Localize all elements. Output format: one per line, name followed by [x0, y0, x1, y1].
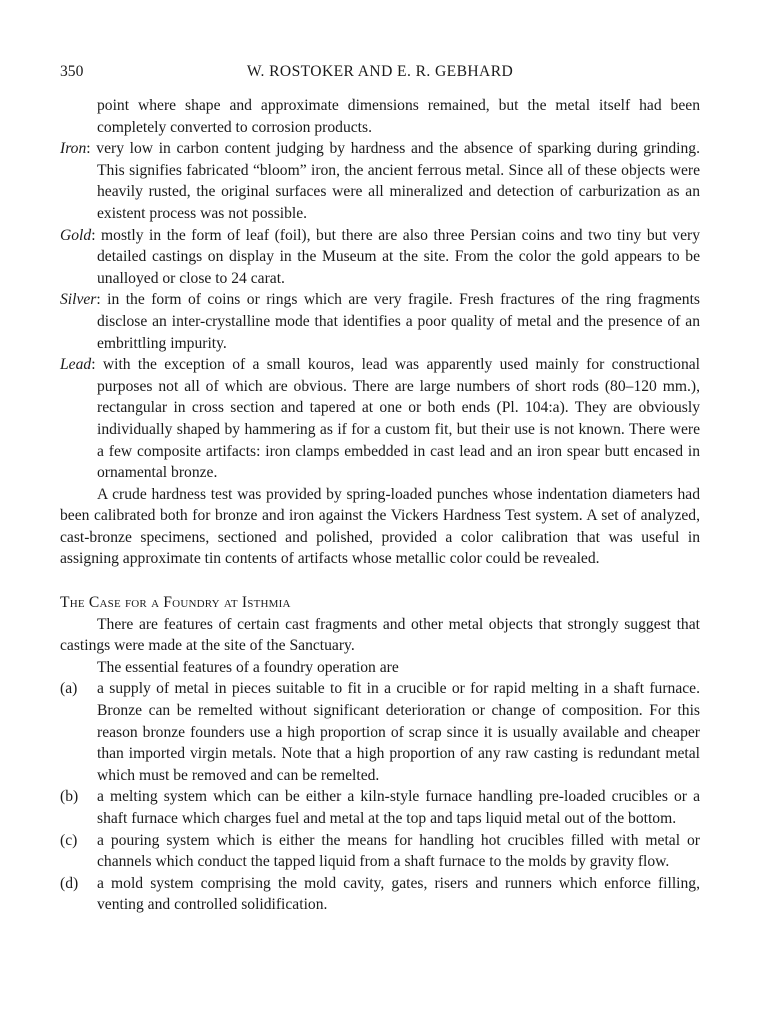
feature-item-a	[60, 678, 700, 786]
feature-text: a supply of metal in pieces suitable to fit in a crucible or for rapid melting in a shaft furnace. Bronze can be remelted without significant deterioration or change of composition. For this reason bronze founders use a high proportion of scrap since it is usually available and cheaper than imported virgin metals. Note that a high proportion of any raw casting is redundant metal which must be removed and can be remelted.	[97, 680, 700, 784]
continuation-paragraph: point where shape and approximate dimensions remained, but the metal itself had been completely converted to corrosion products.	[97, 97, 700, 136]
metal-description: : with the exception of a small kouros, lead was apparently used mainly for constructional purposes not all of which are obvious. There are large numbers of short rods (80–120 mm.), rectangular in cross section and tapered at one or both ends (Pl. 104:a). They are obviously individually shaped by hammering as if for a custom fit, but their use is not known. There were a few composite artifacts: iron clamps embedded in cast lead and an iron spear butt encased in ornamental bronze.	[91, 356, 700, 482]
feature-text: a mold system comprising the mold cavity, gates, risers and runners which enforce filling, venting and controlled solidification.	[97, 874, 700, 914]
feature-item-d	[60, 873, 700, 916]
feature-label: (b)	[60, 788, 79, 806]
section-paragraph: The essential features of a foundry operation are	[97, 658, 399, 676]
metal-term: Gold	[60, 226, 92, 244]
metal-description: : mostly in the form of leaf (foil), but there are also three Persian coins and two tiny but very detailed castings on display in the Museum at the site. From the color the gold appears to be unalloyed or close to 24 carat.	[91, 226, 700, 287]
page-header	[60, 61, 700, 83]
feature-text: a melting system which can be either a kiln-style furnace handling pre-loaded crucibles or a shaft furnace which charges fuel and metal at the top and taps liquid metal out of the bottom.	[97, 788, 700, 827]
metal-term: Lead	[60, 356, 92, 374]
metal-entry-silver	[60, 289, 700, 354]
metal-entry-lead	[60, 354, 700, 484]
section-heading: The Case for a Foundry at Isthmia	[60, 594, 291, 612]
page-number: 350	[60, 63, 84, 80]
metal-description: : very low in carbon content judging by hardness and the absence of sparking during grinding. This signifies fabricated “bloom” iron, the ancient ferrous metal. Since all of these objects were heavily rusted, the original surfaces were all mineralized and detection of carburization as an existent process was not possible.	[86, 140, 700, 222]
feature-label: (c)	[60, 831, 78, 849]
section-paragraph: There are features of certain cast fragments and other metal objects that strongly suggest that castings were made at the site of the Sanctuary.	[60, 615, 700, 655]
running-head: W. ROSTOKER AND E. R. GEBHARD	[246, 63, 514, 80]
feature-item-c	[60, 830, 700, 873]
metal-description: : in the form of coins or rings which are very fragile. Fresh fractures of the ring fragments disclose an inter-crystalline mode that identifies a poor quality of metal and the presence of an embrittling impurity.	[96, 291, 700, 352]
feature-item-b	[60, 786, 700, 829]
feature-label: (d)	[60, 874, 79, 892]
body-text	[60, 95, 700, 916]
metal-term: Iron	[60, 140, 87, 158]
metal-entry-iron	[60, 138, 700, 224]
metal-term: Silver	[60, 291, 97, 309]
feature-text: a pouring system which is either the means for handling hot crucibles filled with metal or channels which conduct the tapped liquid from a shaft furnace to the molds by gravity flow.	[97, 831, 700, 871]
metal-entry-gold	[60, 225, 700, 290]
hardness-paragraph: A crude hardness test was provided by spring-loaded punches whose indentation diameters had been calibrated both for bronze and iron against the Vickers Hardness Test system. A set of analyzed, cast-bronze specimens, sectioned and polished, provided a color calibration that was useful in assigning approximate tin contents of artifacts whose metallic color could be revealed.	[60, 485, 700, 568]
feature-label: (a)	[60, 680, 78, 698]
